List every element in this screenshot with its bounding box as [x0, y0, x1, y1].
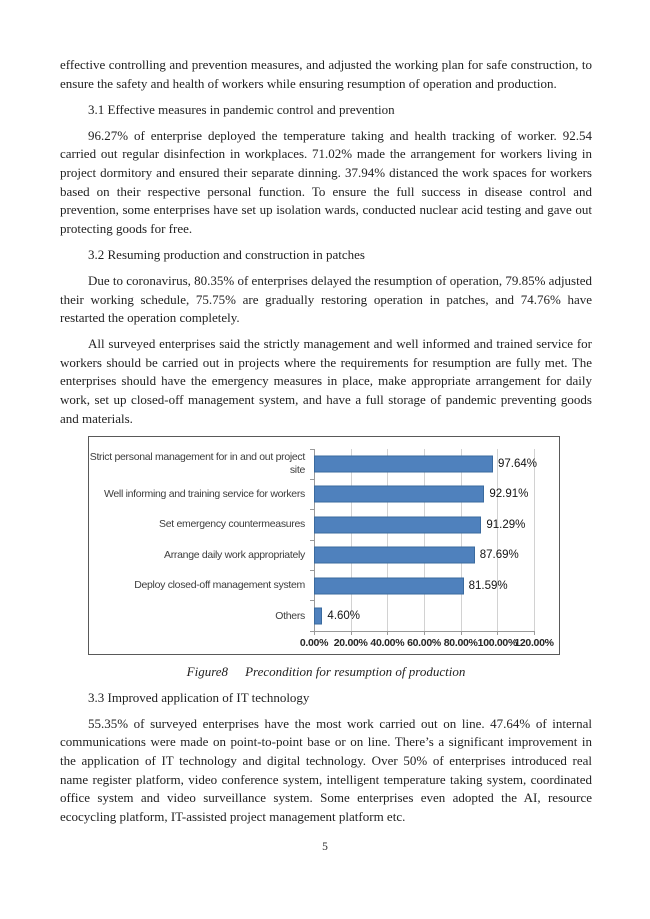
- bar-track: [314, 449, 538, 480]
- paragraph-intro: effective controlling and prevention measures, and adjusted the working plan for safe construction, to ensure the safety and health of workers while ensuring resumption of operation and production.: [60, 57, 592, 91]
- bar-value-label: 97.64%: [498, 457, 538, 470]
- paragraph-3-3: 55.35% of surveyed enterprises have the most work carried out on line. 47.64% of internal communications were made on point-to-point base or on line. There’s a significant improvement in the application of IT technology and digital technology. Over 50% of enterprises introduced real name register platform, video conference system, intelligent temperature taking system, coordinated office system and video surveillance system. Some enterprises even adopted the AI, resource ecocycling platform, IT-assisted project management platform etc.: [60, 715, 592, 824]
- section-heading-3-2: 3.2 Resuming production and construction in patches: [88, 246, 365, 262]
- figure-caption: [60, 662, 592, 681]
- bar: [314, 455, 493, 472]
- bar: [314, 486, 484, 503]
- chart-x-axis: [299, 632, 554, 654]
- category-label: Arrange daily work appropriately: [164, 548, 305, 561]
- category-label: Set emergency countermeasures: [159, 518, 305, 531]
- section-heading-3-3: 3.3 Improved application of IT technology: [88, 689, 310, 705]
- bar-track: [314, 479, 534, 510]
- chart-row: [89, 601, 559, 632]
- paragraph-3-2a: Due to coronavirus, 80.35% of enterprises delayed the resumption of operation, 79.85% adjusted their working schedule, 75.75% are gradually restoring operation in patches, and 74.76% have restarted the operation completely.: [60, 272, 592, 326]
- x-tick-label: 120.00%: [514, 636, 554, 649]
- bar: [314, 577, 464, 594]
- x-tick-label: 60.00%: [407, 636, 441, 649]
- chart-rows: [89, 449, 559, 632]
- x-tick-label: 20.00%: [333, 636, 368, 649]
- bar-value-label: 81.59%: [468, 579, 508, 592]
- category-label: Deploy closed-off management system: [134, 579, 305, 592]
- bar-value-label: 91.29%: [486, 518, 526, 531]
- chart-plot-area: [89, 449, 559, 632]
- bar: [314, 608, 322, 625]
- bar-track: [314, 571, 534, 602]
- category-label: Well informing and training service for workers: [103, 487, 305, 500]
- chart-row: [89, 479, 559, 510]
- figure-caption-label: Figure8: [186, 664, 229, 680]
- bar-track: [314, 540, 534, 571]
- chart-row: [89, 449, 559, 480]
- category-label: Others: [275, 609, 305, 622]
- paragraph-3-1: 96.27% of enterprise deployed the temperature taking and health tracking of worker. 92.54 carried out regular disinfection in workplaces. 71.02% made the arrangement for workers living in project dormitory and ensured their separate dinning. 37.94% distanced the work spaces for workers based on their respective personal function. To ensure the full success in disease control and prevention, some enterprises have set up isolation wards, conducted nuclear acid testing and gave out protecting goods for free.: [60, 127, 592, 236]
- bar-value-label: 92.91%: [489, 488, 529, 501]
- bar-chart: [89, 437, 559, 654]
- bar: [314, 516, 481, 533]
- bar-track: [314, 601, 534, 632]
- bar-value-label: 4.60%: [327, 610, 361, 623]
- x-tick-label: 100.00%: [477, 636, 518, 649]
- category-label: Strict personal management for in and out project site: [89, 450, 305, 476]
- bar-track: [314, 510, 534, 541]
- page-number: 5: [322, 841, 328, 853]
- paragraph-3-2b: All surveyed enterprises said the strictly management and well informed and trained service for workers should be carried out in projects where the requirements for resumption are fully met. The enterprises should have the emergency measures in place, make appropriate arrangement for daily work, set up closed-off management system, and have a full storage of pandemic preventing goods and materials.: [60, 336, 592, 426]
- figure-chart: [88, 436, 560, 655]
- x-tick-label: 40.00%: [370, 636, 405, 649]
- chart-row: [89, 540, 559, 571]
- chart-row: [89, 571, 559, 602]
- chart-row: [89, 510, 559, 541]
- section-heading-3-1: 3.1 Effective measures in pandemic control and prevention: [88, 101, 395, 117]
- x-tick-label: 0.00%: [299, 636, 329, 649]
- figure-caption-text: Precondition for resumption of production: [245, 664, 466, 680]
- bar-value-label: 87.69%: [479, 549, 519, 562]
- x-tick-label: 80.00%: [443, 636, 478, 649]
- bar: [314, 547, 475, 564]
